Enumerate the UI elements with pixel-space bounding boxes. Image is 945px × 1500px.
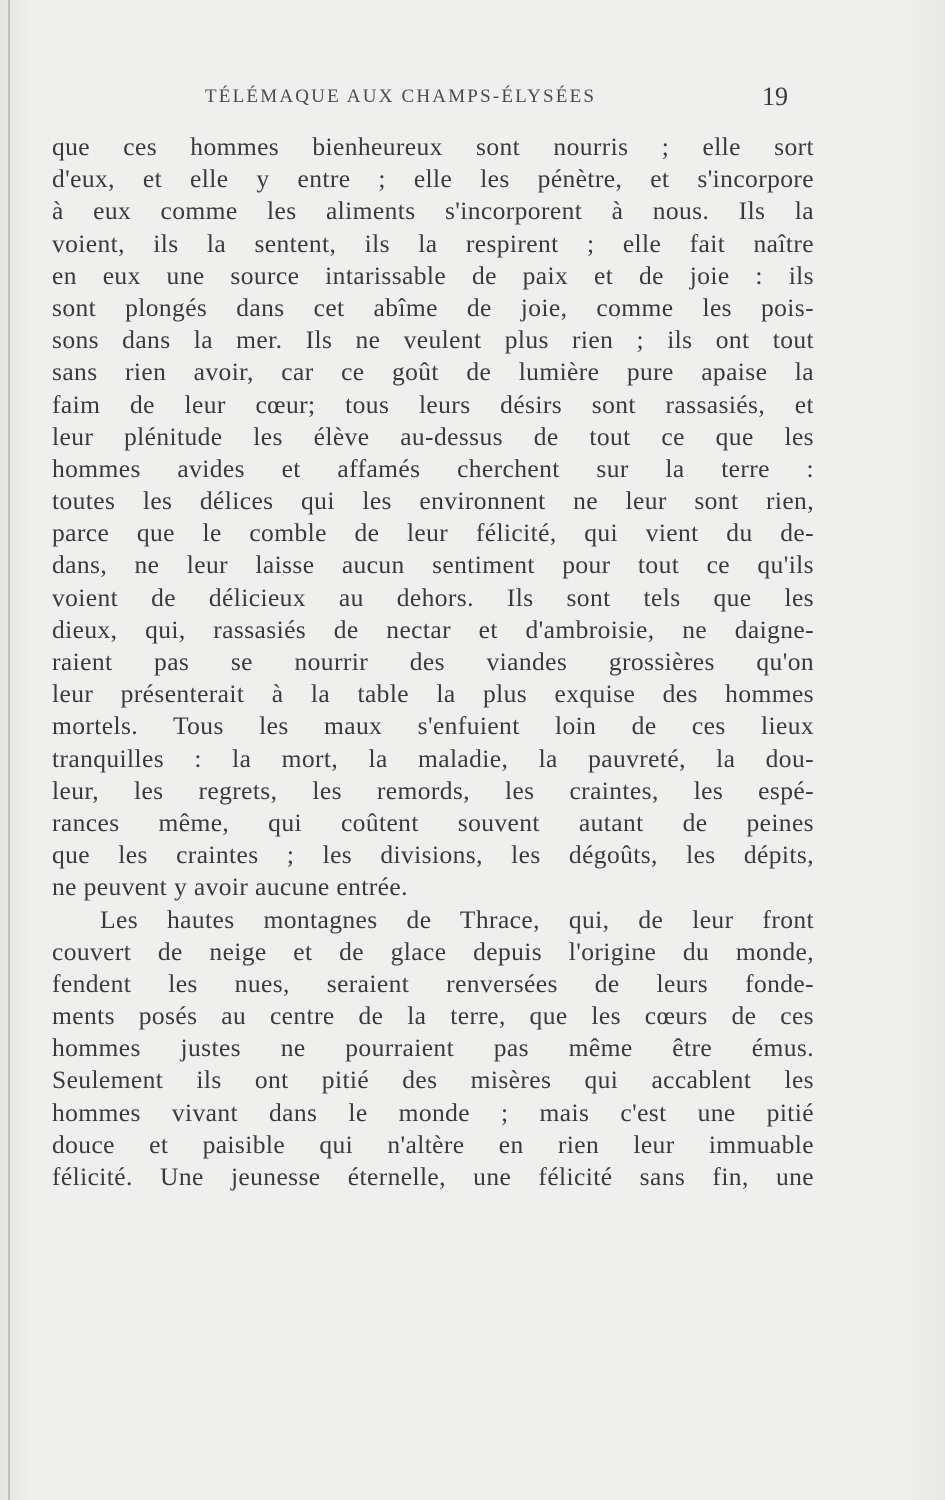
text-line: voient de délicieux au dehors. Ils sont tels que les — [52, 582, 814, 612]
text-line: leur présenterait à la table la plus exquise des hommes — [52, 679, 814, 709]
text-line: ments posés au centre de la terre, que les cœurs de ces — [52, 1001, 814, 1031]
text-line: rances même, qui coûtent souvent autant de peines — [52, 807, 814, 837]
binding-edge — [8, 0, 10, 1500]
text-line: faim de leur cœur; tous leurs désirs sont rassasiés, et — [52, 389, 814, 419]
text-line: d'eux, et elle y entre ; elle les pénètre, et s'incorpore — [52, 164, 814, 194]
text-line: toutes les délices qui les environnent ne leur sont rien, — [52, 486, 814, 516]
page-header — [0, 82, 945, 114]
text-line: voient, ils la sentent, ils la respirent ; elle fait naître — [52, 228, 814, 258]
text-line: hommes vivant dans le monde ; mais c'est une pitié — [52, 1097, 814, 1127]
paragraph-end-line: ne peuvent y avoir aucune entrée. — [52, 872, 408, 902]
text-line: sons dans la mer. Ils ne veulent plus rien ; ils ont tout — [52, 325, 814, 355]
text-line: en eux une source intarissable de paix et de joie : ils — [52, 260, 814, 290]
text-line: que ces hommes bienheureux sont nourris ; elle sort — [52, 132, 814, 161]
text-line: douce et paisible qui n'altère en rien leur immuable — [52, 1129, 814, 1159]
text-line: hommes avides et affamés cherchent sur la terre : — [52, 453, 814, 483]
text-line: félicité. Une jeunesse éternelle, une félicité sans fin, une — [52, 1162, 814, 1191]
text-line: mortels. Tous les maux s'enfuient loin de ces lieux — [52, 711, 814, 741]
page-number: 19 — [762, 82, 788, 111]
text-line: que les craintes ; les divisions, les dégoûts, les dépits, — [52, 840, 814, 870]
text-line: leur, les regrets, les remords, les craintes, les espé- — [52, 775, 814, 805]
text-line: parce que le comble de leur félicité, qui vient du de- — [52, 518, 814, 548]
text-line: à eux comme les aliments s'incorporent à nous. Ils la — [52, 196, 814, 226]
text-line: hommes justes ne pourraient pas même être émus. — [52, 1033, 814, 1063]
text-line: dieux, qui, rassasiés de nectar et d'ambroisie, ne daigne- — [52, 614, 814, 644]
running-title: TÉLÉMAQUE AUX CHAMPS-ÉLYSÉES — [205, 86, 597, 107]
paragraph-start-line: Les hautes montagnes de Thrace, qui, de leur front — [100, 904, 814, 934]
text-line: leur plénitude les élève au-dessus de tout ce que les — [52, 421, 814, 451]
text-line: dans, ne leur laisse aucun sentiment pour tout ce qu'ils — [52, 550, 814, 580]
body-text — [52, 131, 814, 1193]
text-line: couvert de neige et de glace depuis l'origine du monde, — [52, 936, 814, 966]
text-line: fendent les nues, seraient renversées de leurs fonde- — [52, 968, 814, 998]
text-line: raient pas se nourrir des viandes grossières qu'on — [52, 647, 814, 676]
text-line: tranquilles : la mort, la maladie, la pauvreté, la dou- — [52, 743, 814, 773]
text-line: sont plongés dans cet abîme de joie, comme les pois- — [52, 292, 814, 322]
text-line: Seulement ils ont pitié des misères qui accablent les — [52, 1065, 814, 1095]
text-line: sans rien avoir, car ce goût de lumière pure apaise la — [52, 357, 814, 387]
